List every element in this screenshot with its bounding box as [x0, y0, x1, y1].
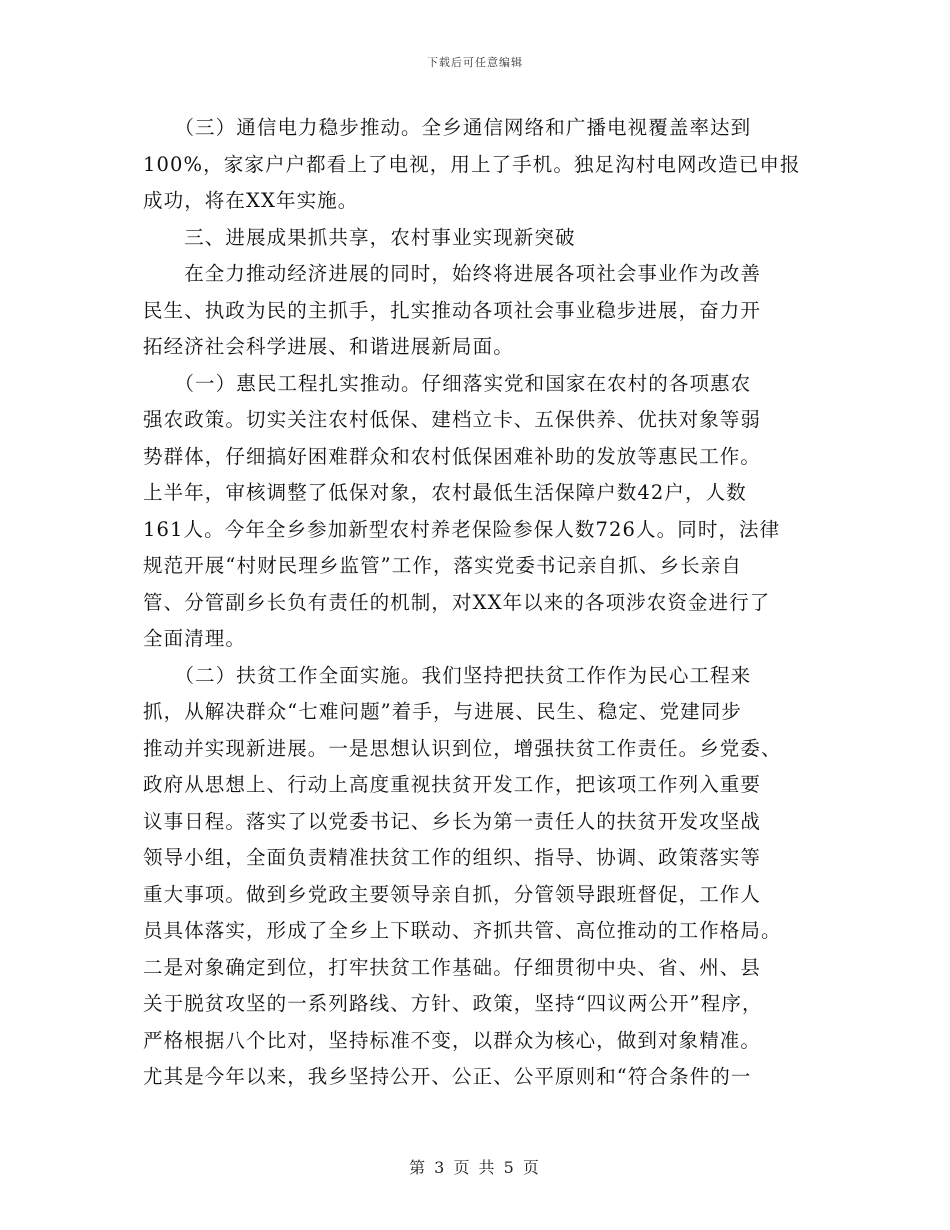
document-body [143, 110, 805, 1096]
body-line: 推动并实现新进展。一是思想认识到位，增强扶贫工作责任。乡党委、 [143, 736, 782, 760]
body-line: 民生、执政为民的主抓手，扎实推动各项社会事业稳步进展，奋力开 [143, 298, 762, 322]
body-line: 100%，家家户户都看上了电视，用上了手机。独足沟村电网改造已申报 [143, 152, 801, 176]
body-line: 在全力推动经济进展的同时，始终将进展各项社会事业作为改善 [143, 262, 762, 285]
page-header-note: 下载后可任意编辑 [427, 56, 523, 69]
body-line: 势群体，仔细搞好困难群众和农村低保困难补助的发放等惠民工作。 [143, 444, 762, 468]
body-line: 规范开展“村财民理乡监管”工作，落实党委书记亲自抓、乡长亲自 [143, 554, 742, 577]
body-line: （一）惠民工程扎实推动。仔细落实党和国家在农村的各项惠农 [143, 371, 752, 395]
body-line: 尤其是今年以来，我乡坚持公开、公正、公平原则和“符合条件的一 [143, 1065, 752, 1088]
body-line: 关于脱贫攻坚的一系列路线、方针、政策，坚持“四议两公开”程序， [143, 992, 763, 1015]
body-line: 议事日程。落实了以党委书记、乡长为第一责任人的扶贫开发攻坚战 [143, 809, 762, 833]
body-line: 二是对象确定到位，打牢扶贫工作基础。仔细贯彻中央、省、州、县 [143, 955, 762, 979]
section-heading: 三、进展成果抓共享，农村事业实现新突破 [143, 225, 576, 249]
body-line: 全面清理。 [143, 627, 247, 650]
body-line: 拓经济社会科学进展、和谐进展新局面。 [143, 335, 514, 358]
body-line: 161人。今年全乡参加新型农村养老保险参保人数726人。同时，法律 [143, 517, 781, 541]
body-line: 严格根据八个比对，坚持标准不变，以群众为核心，做到对象精准。 [143, 1028, 762, 1052]
body-line: （二）扶贫工作全面实施。我们坚持把扶贫工作作为民心工程来 [143, 663, 752, 687]
body-line: 员具体落实，形成了全乡上下联动、齐抓共管、高位推动的工作格局。 [143, 919, 782, 942]
body-line: 政府从思想上、行动上高度重视扶贫开发工作，把该项工作列入重要 [143, 773, 762, 796]
body-line: （三）通信电力稳步推动。全乡通信网络和广播电视覆盖率达到 [143, 116, 752, 139]
body-line: 成功，将在XX年实施。 [143, 189, 359, 212]
body-line: 上半年，审核调整了低保对象，农村最低生活保障户数42户，人数 [143, 481, 747, 504]
body-line: 重大事项。做到乡党政主要领导亲自抓，分管领导跟班督促，工作人 [143, 882, 762, 906]
body-line: 抓，从解决群众“七难问题”着手，与进展、民生、稳定、党建同步 [143, 700, 742, 723]
body-line: 领导小组，全面负责精准扶贫工作的组织、指导、协调、政策落实等 [143, 846, 762, 869]
page-number-footer: 第 3 页 共 5 页 [409, 1158, 541, 1177]
body-line: 管、分管副乡长负有责任的机制，对XX年以来的各项涉农资金进行了 [143, 590, 771, 614]
body-line: 强农政策。切实关注农村低保、建档立卡、五保供养、优扶对象等弱 [143, 408, 762, 431]
